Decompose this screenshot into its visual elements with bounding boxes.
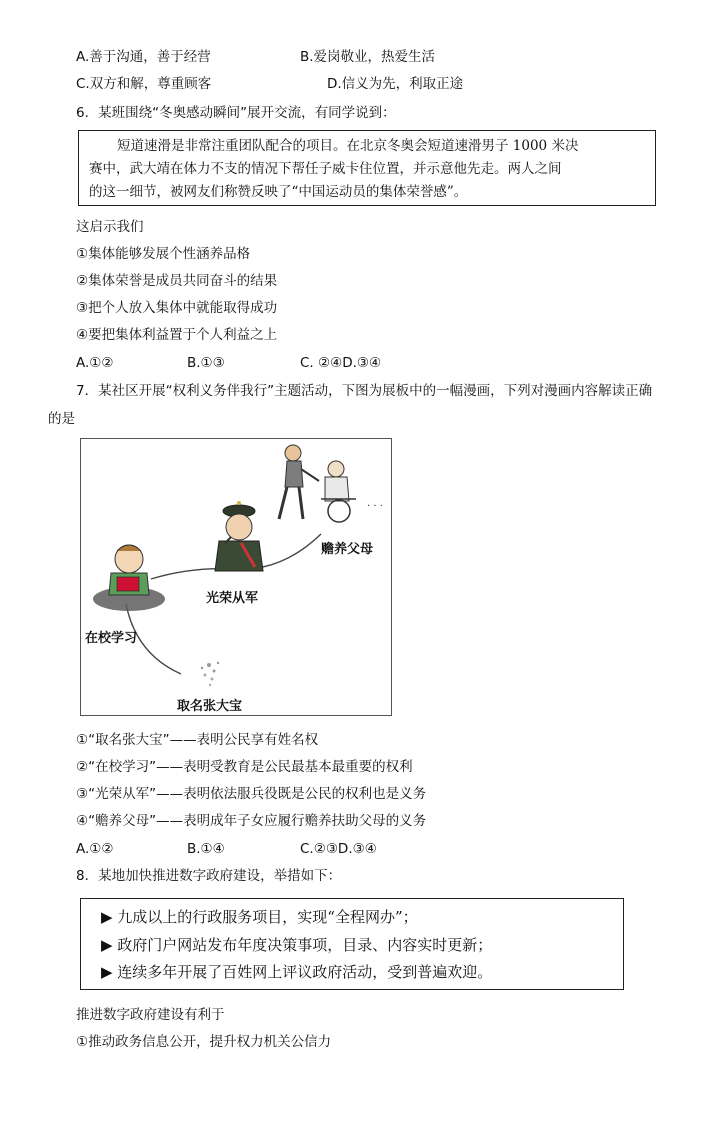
- q5-option-d: D.信义为先，利取正途: [327, 76, 464, 92]
- q5-option-b: B.爱岗敬业，热爱生活: [300, 49, 436, 65]
- baby-scribble-icon: [201, 662, 219, 686]
- q6-stem: 6．某班围绕“冬奥感动瞬间”展开交流，有同学说到：: [76, 105, 396, 121]
- q8-measure-line: ▶ 九成以上的行政服务项目，实现“全程网办”；: [101, 908, 418, 926]
- q6-quote-line: 赛中，武大靖在体力不支的情况下帮任子威卡住位置，并示意他先走。两人之间: [89, 161, 562, 177]
- svg-text:· · ·: · · ·: [367, 501, 383, 512]
- q6-option-cd: C. ②④D.③④: [300, 355, 382, 371]
- q5-option-c: C.双方和解，尊重顾客: [76, 76, 212, 92]
- q6-item: ①集体能够发展个性涵养品格: [76, 246, 251, 262]
- q7-option-b: B.①④: [187, 841, 225, 857]
- q8-measure-line: ▶ 政府门户网站发布年度决策事项，目录、内容实时更新；: [101, 936, 493, 954]
- q7-item: ②“在校学习”——表明受教育是公民最基本最重要的权利: [76, 759, 413, 775]
- q6-quote-box: [78, 130, 656, 206]
- q6-item: ②集体荣誉是成员共同奋斗的结果: [76, 273, 278, 289]
- label-support-parents: 赡养父母: [321, 542, 374, 557]
- q7-item: ③“光荣从军”——表明依法服兵役既是公民的权利也是义务: [76, 786, 427, 802]
- soldier-figure-icon: [215, 501, 263, 571]
- q7-item: ①“取名张大宝”——表明公民享有姓名权: [76, 732, 319, 748]
- q6-item: ③把个人放入集体中就能取得成功: [76, 300, 278, 316]
- q6-option-a: A.①②: [76, 355, 114, 371]
- q7-stem-line2: 的是: [48, 411, 75, 427]
- q6-lead: 这启示我们: [76, 219, 144, 235]
- q8-stem: 8．某地加快推进数字政府建设，举措如下：: [76, 868, 342, 884]
- cartoon-illustration: [81, 439, 391, 715]
- q7-stem-line1: 7．某社区开展“权利义务伴我行”主题活动，下图为展板中的一幅漫画，下列对漫画内容解读正确: [76, 383, 653, 399]
- q6-quote-line: 短道速滑是非常注重团队配合的项目。在北京冬奥会短道速滑男子 1000 米决: [117, 138, 579, 154]
- label-naming: 取名张大宝: [177, 699, 243, 714]
- q8-measures-box: [80, 898, 624, 990]
- caregiver-figure-icon: [279, 445, 319, 519]
- q6-quote-line: 的这一细节，被网友们称赞反映了“中国运动员的集体荣誉感”。: [89, 184, 468, 200]
- wheelchair-elder-icon: [321, 461, 356, 522]
- q6-option-b: B.①③: [187, 355, 225, 371]
- q5-option-a: A.善于沟通，善于经营: [76, 49, 211, 65]
- q8-lead: 推进数字政府建设有利于: [76, 1007, 225, 1023]
- q7-item: ④“赡养父母”——表明成年子女应履行赡养扶助父母的义务: [76, 813, 427, 829]
- label-school: 在校学习: [85, 631, 138, 646]
- q7-option-a: A.①②: [76, 841, 114, 857]
- q8-measure-line: ▶ 连续多年开展了百姓网上评议政府活动，受到普遍欢迎。: [101, 963, 493, 981]
- q7-cartoon: [80, 438, 392, 716]
- q6-item: ④要把集体利益置于个人利益之上: [76, 327, 278, 343]
- q8-item: ①推动政务信息公开，提升权力机关公信力: [76, 1034, 332, 1050]
- q7-option-cd: C.②③D.③④: [300, 841, 377, 857]
- label-military: 光荣从军: [206, 591, 259, 606]
